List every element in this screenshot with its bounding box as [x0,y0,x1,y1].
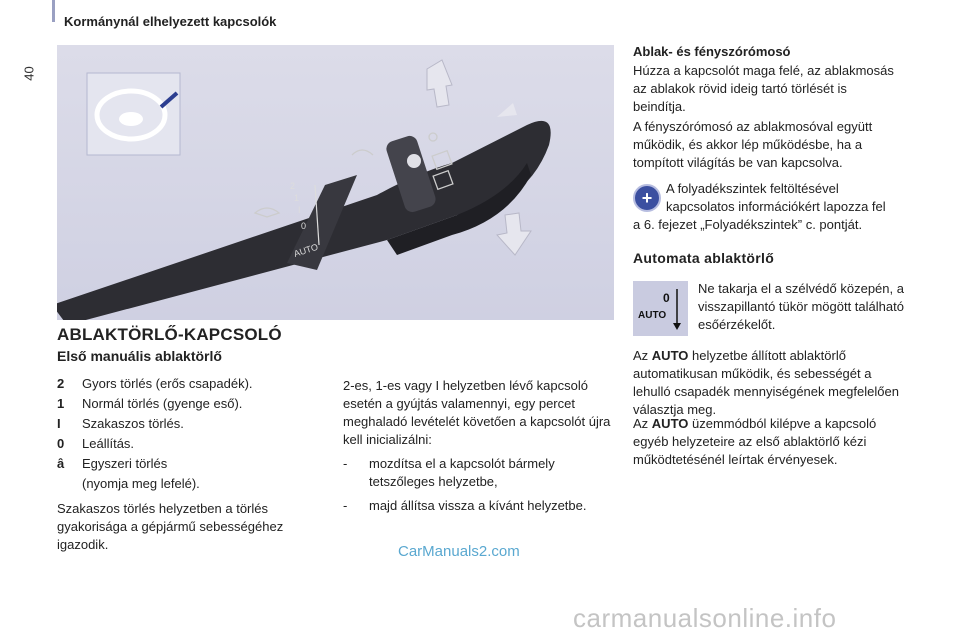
auto-mode-keyword: AUTO [651,348,689,363]
washer-heading: Ablak- és fényszórómosó [633,44,791,59]
info-plus-icon: + [633,184,661,212]
list-item [57,374,327,394]
auto-icon-zero: 0 [663,291,670,305]
rotate-arrow [497,103,517,117]
auto-wiper-heading: Automata ablaktörlő [633,250,775,266]
middle-column [343,377,613,515]
washer-paragraph-2: A fényszórómosó az ablakmosóval együtt működik, és akkor lép működésbe, ha a tompított világítás be van kapcsolva. [633,119,873,170]
wiper-positions-list [57,374,327,494]
auto-mode-text-pre: Az [633,348,652,363]
reinit-intro: 2-es, 1-es vagy I helyzetben lévő kapcsoló esetén a gyújtás valamennyi, egy percet meghaladó levételét követően a kapcsolót újra kell inicializálni: [343,378,611,447]
position-text: Gyors törlés (erős csapadék). [82,376,253,391]
page-number: 40 [21,66,37,81]
stalk-label-i: I [298,205,301,215]
fluid-note-continuation: a 6. fejezet „Folyadékszintek” c. pontját. [633,217,863,232]
pull-arrow-up [427,60,452,107]
position-text: Egyszeri törlés [82,456,168,471]
bullet-text: majd állítsa vissza a kívánt helyzetbe. [369,498,587,513]
auto-exit-text-pre: Az [633,416,652,431]
position-key: 2 [57,376,65,391]
position-key: I [57,416,61,431]
auto-mode-text-post: helyzetbe állított ablaktörlő automatikusan működik, és sebességét a lehulló csapadék mennyiségének megfelelően választja meg. [633,348,899,417]
list-item [57,414,327,434]
intermittent-paragraph: Szakaszos törlés helyzetben a törlés gyakorisága a gépjármű sebességéhez igazodik. [57,501,284,552]
fluid-note-text: A folyadékszintek feltöltésével kapcsolatos információkért lapozza fel [666,181,886,214]
position-text: Leállítás. [82,436,135,451]
bullet-dash: - [343,456,348,471]
auto-exit-keyword: AUTO [651,416,689,431]
wiper-symbol-top [352,150,373,155]
stalk-label-0: 0 [301,221,307,231]
list-item [57,454,327,474]
position-text: Normál törlés (gyenge eső). [82,396,243,411]
washer-paragraph-1: Húzza a kapcsolót maga felé, az ablakmosás az ablakok rövid ideig tartó törlését is beindítja. [633,63,894,114]
wiper-symbol-left [255,208,279,217]
stalk-drawing [57,45,614,320]
watermark-secondary: carmanualsonline.info [573,603,837,633]
list-item [57,434,327,454]
section-title: ABLAKTÖRLŐ-KAPCSOLÓ [57,325,282,344]
position-note: (nyomja meg lefelé). [82,476,200,491]
page-header-title: Kormánynál elhelyezett kapcsolók [64,14,277,29]
auto-exit-paragraph [633,415,903,469]
steering-wheel-thumbnail [87,73,180,155]
list-item [343,497,613,515]
position-key: 1 [57,396,65,411]
stalk-label-auto: AUTO [292,241,320,259]
auto-exit-text-post: üzemmódból kilépve a kapcsoló egyéb helyzeteire az első ablaktörlő kézi működtetésénél leírtak érvényesek. [633,416,877,467]
position-key: â [57,456,65,471]
auto-position-icon [633,281,688,336]
bullet-dash: - [343,498,348,513]
auto-mode-paragraph [633,347,903,419]
section-subtitle: Első manuális ablaktörlő [57,348,222,364]
list-item [343,455,613,491]
watermark-primary: CarManuals2.com [398,543,520,560]
stalk-label-2: 2 [290,181,296,191]
wiper-stalk-illustration [57,45,614,320]
rain-sensor-paragraph: Ne takarja el a szélvédő közepén, a visszapillantó tükör mögött található esőérzékelőt. [698,281,904,332]
list-item [57,394,327,414]
position-text: Szakaszos törlés. [82,416,184,431]
auto-icon-auto: AUTO [638,310,667,321]
stalk-label-1: 1 [294,193,300,203]
position-key: 0 [57,436,65,451]
push-arrow-down [497,213,531,255]
bullet-text: mozdítsa el a kapcsolót bármely tetszőleges helyzetbe, [369,456,555,489]
sidebar-accent-bar [52,0,55,22]
